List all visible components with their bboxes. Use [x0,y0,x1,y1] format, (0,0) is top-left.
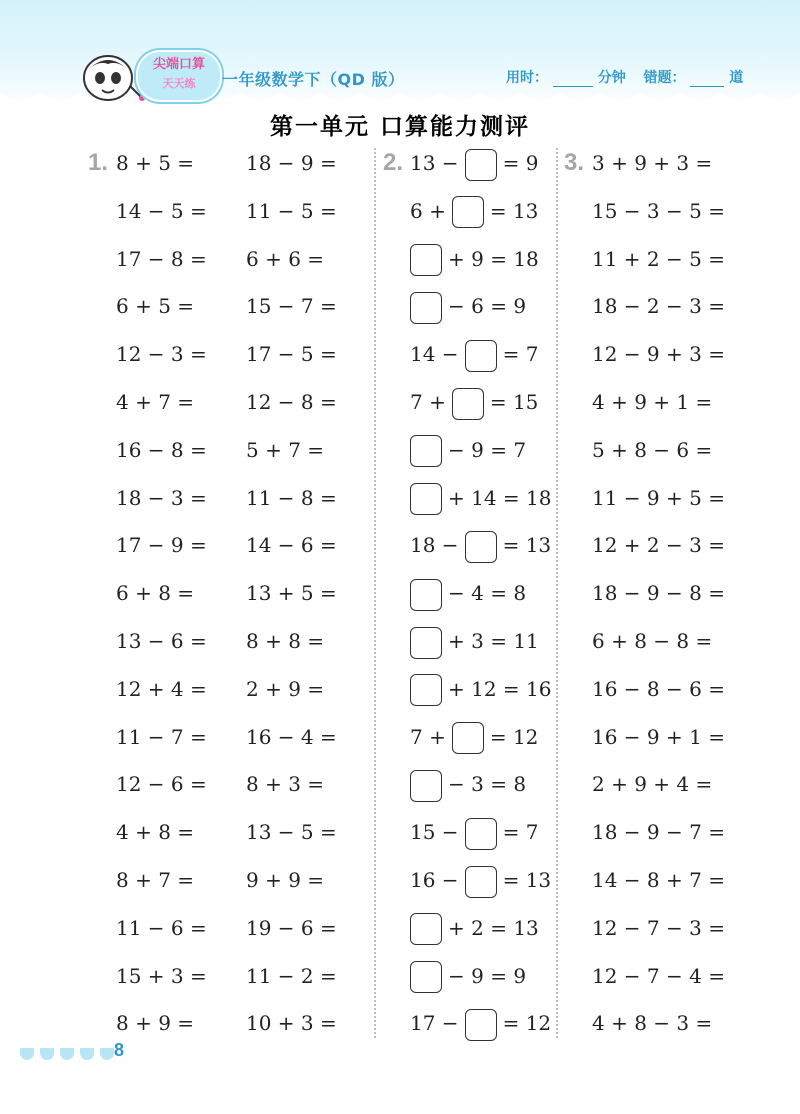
equation: 4 + 8 = [116,820,195,845]
fill-in-equation [410,530,551,560]
equation: 16 − 8 − 6 = [592,676,725,701]
equation: 5 + 7 = [246,437,325,462]
equation: 15 + 3 = [116,963,207,988]
answer-box[interactable] [410,579,442,611]
equation-suffix: = 9 [502,151,539,175]
equation: 12 − 9 + 3 = [592,342,725,367]
fill-in-equation [410,626,539,656]
equation: 13 − 5 = [246,820,337,845]
equation: 19 − 6 = [246,915,337,940]
equation: 13 − 6 = [116,629,207,653]
fill-in-equation [410,769,526,799]
brand-name: 尖端口算 [152,57,205,72]
equation: 16 − 9 + 1 = [592,724,725,749]
equation-suffix: + 9 = 18 [448,246,539,271]
fill-in-equation [410,148,538,178]
column-divider [374,148,376,1038]
equation: 16 − 8 = [116,437,207,462]
equation: 6 + 8 = [116,581,195,606]
footer-dot [40,1048,54,1060]
question-3-number: 3. [564,149,585,176]
equation-prefix: 13 − [410,151,459,175]
equation: 5 + 8 − 6 = [592,437,713,462]
fill-in-equation [410,483,552,513]
answer-box[interactable] [410,961,442,993]
fill-in-equation [410,339,538,369]
equation: 13 + 5 = [246,581,337,606]
time-label: 用时： [506,70,548,86]
equation-suffix: + 3 = 11 [448,629,539,653]
equation: 8 + 7 = [116,868,195,892]
equation-suffix: = 13 [502,533,552,558]
equation-suffix: = 7 [502,342,539,367]
equation: 17 − 9 = [116,533,207,558]
footer-dot [100,1048,114,1060]
equation-suffix: + 2 = 13 [448,915,539,940]
equation-suffix: − 3 = 8 [448,772,527,797]
fill-in-equation [410,1008,551,1038]
fill-in-equation [410,196,538,226]
fill-in-equation [410,291,526,321]
equation: 12 − 3 = [116,342,207,367]
equation: 2 + 9 = [246,676,325,701]
brand-badge [136,50,222,102]
answer-box[interactable] [465,531,497,563]
error-unit: 道 [729,70,744,86]
answer-box[interactable] [410,435,442,467]
answer-box[interactable] [410,627,442,659]
column-divider [556,148,558,1038]
answer-box[interactable] [465,818,497,850]
fill-in-equation [410,913,539,943]
equation: 18 − 2 − 3 = [592,294,725,319]
equation-suffix: − 9 = 9 [448,963,527,988]
equation-prefix: 6 + [410,198,446,223]
equation-suffix: − 6 = 9 [448,294,527,319]
equation: 17 − 5 = [246,342,337,367]
equation: 6 + 5 = [116,294,195,319]
equation-prefix: 7 + [410,724,446,749]
time-blank[interactable] [553,72,593,87]
equation-prefix: 14 − [410,342,459,367]
fill-in-equation [410,435,526,465]
equation-prefix: 17 − [410,1011,459,1036]
equation-suffix: = 13 [502,868,552,892]
equation: 10 + 3 = [246,1011,337,1036]
equation: 3 + 9 + 3 = [592,151,713,175]
page-header [0,0,800,108]
fill-in-equation [410,578,526,608]
equation: 16 − 4 = [246,724,337,749]
timer-area [506,67,743,87]
equation: 18 − 3 = [116,485,207,510]
equation-suffix: + 14 = 18 [448,485,552,510]
time-unit: 分钟 [597,70,626,86]
equation: 8 + 9 = [116,1011,195,1036]
book-title: 一年级数学下（QD 版） [222,70,405,89]
equation: 8 + 5 = [116,151,195,175]
equation: 11 − 6 = [116,915,207,940]
page-number: 8 [114,1040,125,1060]
equation: 12 + 4 = [116,676,207,701]
equation: 18 − 9 − 7 = [592,820,725,845]
answer-box[interactable] [410,674,442,706]
equation: 2 + 9 + 4 = [592,772,713,797]
answer-box[interactable] [465,340,497,372]
equation-suffix: = 13 [489,198,539,223]
equation: 11 − 5 = [246,198,337,223]
question-1-number: 1. [88,149,109,176]
fill-in-equation [410,865,551,895]
question-2-number: 2. [383,149,404,176]
error-blank[interactable] [690,72,724,87]
equation-suffix: − 4 = 8 [448,581,527,606]
answer-box[interactable] [452,722,484,754]
equation: 12 + 2 − 3 = [592,533,725,558]
answer-box[interactable] [410,483,442,515]
equation-prefix: 18 − [410,533,459,558]
equation: 12 − 7 − 3 = [592,915,725,940]
equation-prefix: 16 − [410,868,459,892]
equation: 11 − 7 = [116,724,207,749]
footer-dot [20,1048,34,1060]
equation-suffix: = 12 [502,1011,552,1036]
fill-in-equation [410,961,526,991]
answer-box[interactable] [465,1009,497,1041]
equation: 12 − 8 = [246,390,337,414]
answer-box[interactable] [452,388,484,420]
fill-in-equation [410,387,538,417]
equation: 14 − 8 + 7 = [592,868,725,892]
equation-suffix: − 9 = 7 [448,437,527,462]
equation: 12 − 6 = [116,772,207,797]
page-title: 第一单元 口算能力测评 [269,114,530,140]
equation: 4 + 7 = [116,390,195,414]
answer-box[interactable] [465,866,497,898]
answer-box[interactable] [465,149,497,181]
equation: 4 + 8 − 3 = [592,1011,713,1036]
equation: 11 − 8 = [246,485,337,510]
equation-suffix: + 12 = 16 [448,676,552,701]
equation: 11 − 2 = [246,963,337,988]
equation: 6 + 6 = [246,246,325,271]
equation: 15 − 7 = [246,294,337,319]
equation-suffix: = 12 [489,724,539,749]
equation: 9 + 9 = [246,868,325,892]
equation-prefix: 7 + [410,390,446,414]
fill-in-equation [410,722,538,752]
footer-dot [80,1048,94,1060]
equation: 14 − 6 = [246,533,337,558]
equation: 15 − 3 − 5 = [592,198,725,223]
equation: 17 − 8 = [116,246,207,271]
fill-in-equation [410,817,538,847]
equation-suffix: = 7 [502,820,539,845]
equation: 6 + 8 − 8 = [592,629,713,653]
equation: 12 − 7 − 4 = [592,963,725,988]
answer-box[interactable] [410,913,442,945]
equation: 4 + 9 + 1 = [592,390,713,414]
fill-in-equation [410,244,539,274]
error-label: 错题： [643,70,686,86]
equation: 11 + 2 − 5 = [592,246,725,271]
equation: 18 − 9 = [246,151,337,175]
equation: 8 + 3 = [246,772,325,797]
equation-suffix: = 15 [489,390,539,414]
answer-box[interactable] [410,244,442,276]
equation: 14 − 5 = [116,198,207,223]
answer-box[interactable] [452,196,484,228]
fill-in-equation [410,674,552,704]
equation-prefix: 15 − [410,820,459,845]
equation: 8 + 8 = [246,629,325,653]
brand-subtitle: 天天练 [162,77,196,90]
equation: 11 − 9 + 5 = [592,485,725,510]
answer-box[interactable] [410,770,442,802]
footer-dot [60,1048,74,1060]
answer-box[interactable] [410,292,442,324]
equation: 18 − 9 − 8 = [592,581,725,606]
